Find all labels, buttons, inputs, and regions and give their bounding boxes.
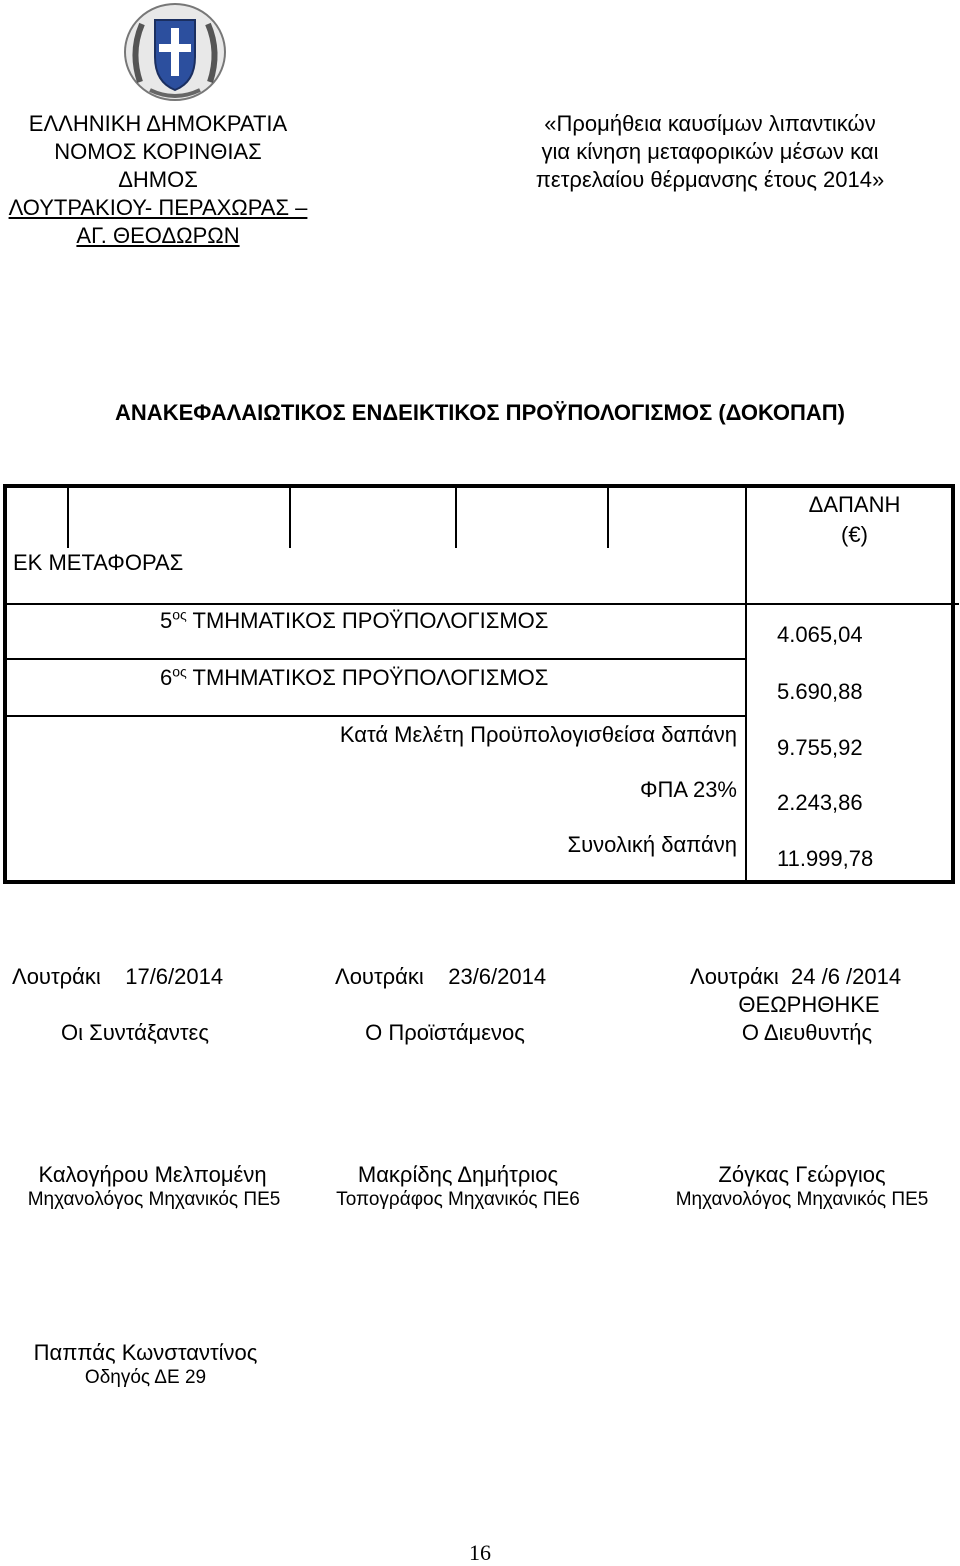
person-title: Μηχανολόγος Μηχανικός ΠΕ5 [27, 1189, 281, 1210]
table-divider [289, 488, 291, 548]
role-supervisor: Ο Προϊστάμενος [365, 1020, 525, 1045]
issuer-line: ΔΗΜΟΣ [118, 167, 198, 192]
partial-budget-label: $6^{o\varsigma}$ ΤΜΗΜΑΤΙΚΟΣ ΠΡΟΫΠΟΛΟΓΙΣΜΟΣ [160, 663, 549, 690]
role-compilers: Οι Συντάξαντες [61, 1020, 209, 1045]
issuer-line: ΕΛΛΗΝΙΚΗ ΔΗΜΟΚΡΑΤΙΑ [28, 111, 288, 136]
total-expense-label: Συνολική δαπάνη [567, 832, 737, 857]
total-expense-value: 11.999,78 [777, 846, 874, 871]
issuer-line: ΑΓ. ΘΕΟΔΩΡΩΝ [76, 223, 240, 248]
partial-budget-label: $5^{o\varsigma}$ ΤΜΗΜΑΤΙΚΟΣ ΠΡΟΫΠΟΛΟΓΙΣΜΟΣ [160, 606, 549, 633]
table-divider [7, 603, 959, 605]
vat-value: 2.243,86 [777, 790, 863, 815]
budget-table [3, 484, 955, 884]
person-title: Μηχανολόγος Μηχανικός ΠΕ5 [675, 1189, 929, 1210]
table-divider [455, 488, 457, 548]
role-director: Ο Διευθυντής [741, 1020, 873, 1045]
issuer-block [8, 110, 308, 250]
person-title: Οδηγός ΔΕ 29 [84, 1367, 207, 1388]
carry-forward-label: ΕΚ ΜΕΤΑΦΟΡΑΣ [13, 550, 184, 575]
study-expense-label: Κατά Μελέτη Προϋπολογισθείσα δαπάνη [339, 722, 737, 747]
person-name: Ζόγκας Γεώργιος [718, 1162, 886, 1187]
issuer-line: ΝΟΜΟΣ ΚΟΡΙΝΘΙΑΣ [54, 139, 262, 164]
partial-budget-value: 4.065,04 [777, 622, 863, 647]
table-divider [7, 715, 747, 717]
person-title: Τοπογράφος Μηχανικός ΠΕ6 [336, 1189, 580, 1210]
vat-label: ΦΠΑ 23% [639, 777, 737, 802]
issuer-line: ΛΟΥΤΡΑΚΙΟΥ- ΠΕΡΑΧΩΡΑΣ – [8, 195, 308, 220]
table-divider [745, 488, 747, 884]
document-title: ΑΝΑΚΕΦΑΛΑΙΩΤΙΚΟΣ ΕΝΔΕΙΚΤΙΚΟΣ ΠΡΟΫΠΟΛΟΓΙΣΜΟΣ (ΔΟΚΟΠΑΠ) [115, 400, 845, 425]
date-supervisor: Λουτράκι 23/6/2014 [335, 964, 547, 989]
table-divider [607, 488, 609, 548]
approved-label: ΘΕΩΡΗΘΗΚΕ [738, 992, 880, 1017]
currency-header: (€) [841, 522, 868, 547]
table-divider [67, 488, 69, 548]
table-divider [7, 658, 747, 660]
project-title-line: για κίνηση μεταφορικών μέσων και [541, 139, 879, 164]
person-name: Καλογήρου Μελπομένη [38, 1162, 267, 1187]
date-compiled: Λουτράκι 17/6/2014 [12, 964, 224, 989]
person-name: Μακρίδης Δημήτριος [357, 1162, 559, 1187]
person-name: Παππάς Κωνσταντίνος [33, 1340, 258, 1365]
partial-budget-value: 5.690,88 [777, 679, 863, 704]
greek-coat-of-arms-icon [120, 2, 230, 107]
expense-header: ΔΑΠΑΝΗ [808, 492, 901, 517]
date-director: Λουτράκι 24 /6 /2014 [690, 964, 902, 989]
study-expense-value: 9.755,92 [777, 735, 863, 760]
project-title-line: «Προμήθεια καυσίμων λιπαντικών [544, 111, 876, 136]
project-title-line: πετρελαίου θέρμανσης έτους 2014» [535, 167, 885, 192]
project-title-block [500, 110, 920, 194]
page-number: 16 [469, 1540, 491, 1565]
